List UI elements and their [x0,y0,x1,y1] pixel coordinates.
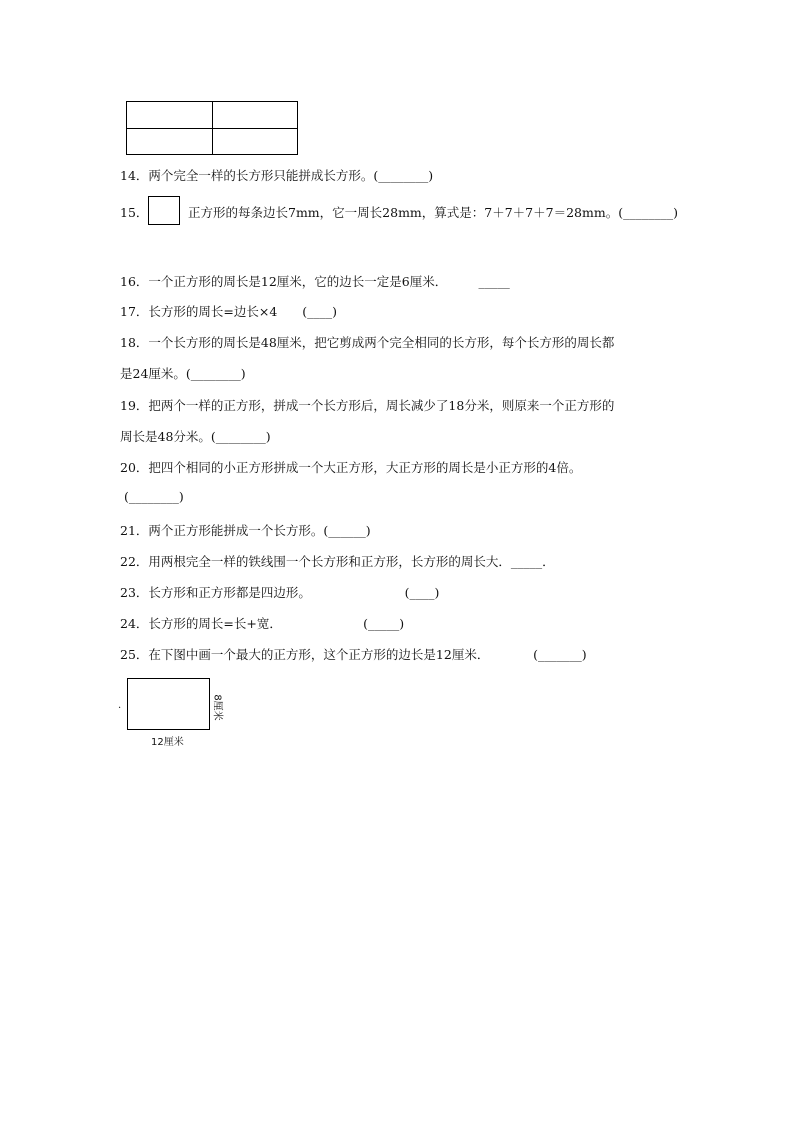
figure-25-rectangle [127,678,210,730]
question-15-number: 15． [120,205,149,220]
table-cell [212,128,298,155]
question-20-line2: (________) [124,489,184,504]
table-cell [127,128,213,155]
question-21: 21．两个正方形能拼成一个长方形。(______) [120,523,371,538]
question-22: 22．用两根完全一样的铁线围一个长方形和正方形，长方形的周长大．_____． [120,554,555,569]
table-row [127,128,298,155]
table-row [127,102,298,129]
question-19-line2: 周长是48分米。(________) [120,429,271,444]
table-cell [212,102,298,129]
question-23: 23．长方形和正方形都是四边形。 (____) [120,585,440,600]
question-14: 14．两个完全一样的长方形只能拼成长方形。(________) [120,168,434,183]
figure-25-dot: . [118,700,122,711]
figure-25-side-label: 8厘米 [211,694,223,721]
figure-25-bottom-label: 12厘米 [151,737,184,748]
table-cell [127,102,213,129]
question-20-line1: 20．把四个相同的小正方形拼成一个大正方形，大正方形的周长是小正方形的4倍。 [120,460,582,475]
question-17: 17．长方形的周长=边长×4 (____) [120,304,338,319]
top-grid-table [126,101,298,155]
question-24: 24．长方形的周长=长+宽． (_____) [120,616,405,631]
question-19-line1: 19．把两个一样的正方形，拼成一个长方形后，周长减少了18分米，则原来一个正方形的 [120,398,615,413]
question-15-square [148,196,180,225]
question-15-text: 正方形的每条边长7mm，它一周长28mm，算式是：7＋7＋7＋7＝28mm。(________) [188,205,678,220]
question-25: 25．在下图中画一个最大的正方形，这个正方形的边长是12厘米． (_______) [120,647,587,662]
question-18-line2: 是24厘米。(________) [120,366,246,381]
question-16: 16．一个正方形的周长是12厘米，它的边长一定是6厘米． _____ [120,274,510,289]
question-18-line1: 18．一个长方形的周长是48厘米，把它剪成两个完全相同的长方形，每个长方形的周长都 [120,335,615,350]
